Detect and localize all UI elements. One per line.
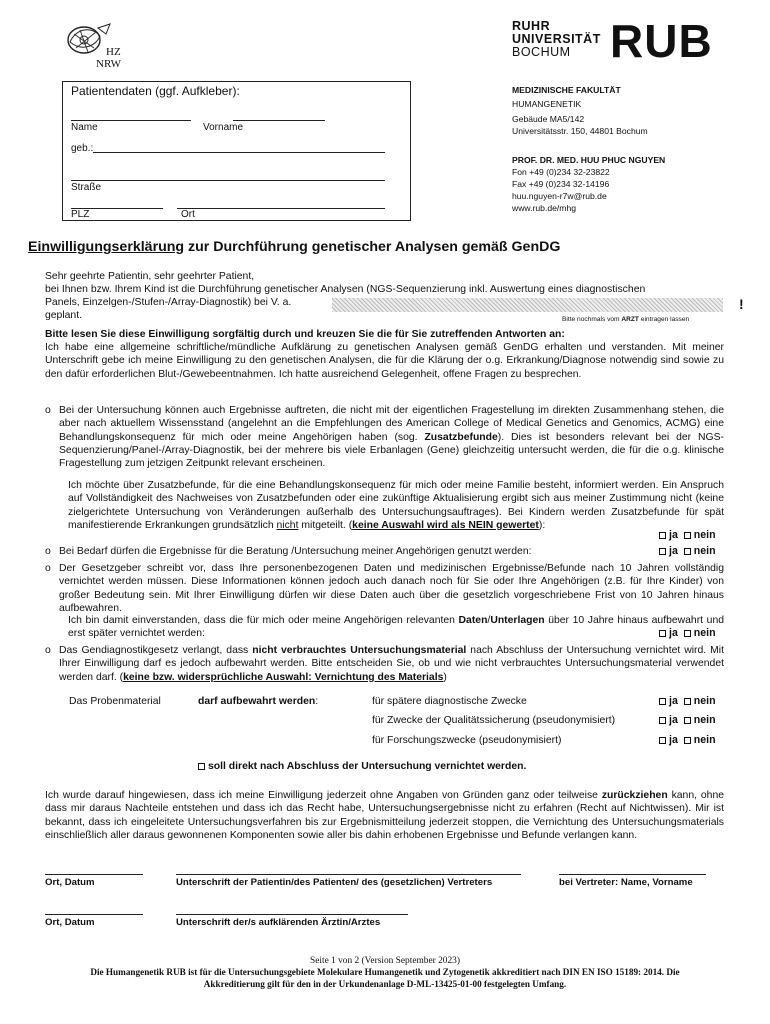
- choice-material-2: [659, 714, 716, 728]
- b1-bold: Zusatzbefunde: [424, 431, 498, 443]
- page-number: Seite 1 von 2 (Version September 2023): [310, 956, 460, 966]
- bullet-1: o: [45, 405, 51, 416]
- nein-label: nein: [693, 695, 716, 707]
- checkbox-destroy[interactable]: [198, 763, 205, 770]
- label-patient-signature: Unterschrift der Patientin/des Patienten/ des (gesetzlichen) Vertreters: [176, 877, 493, 888]
- consent-general: Ich habe eine allgemeine schriftliche/mündliche Aufklärung zu genetischen Analysen gemäß GenDG erhalten und verstanden. Mit meiner Unterschrift gebe ich meine Einwilligung zu den genetischen Analysen, die für die Klärung der o.g. Erkrankung/Diagnose notwendig sind sowie zu den dafür erforderlichen Blut-/Gewebeentnahmen. Ich hatte ausreichend Gelegenheit, offene Fragen zu besprechen.: [45, 342, 724, 380]
- hz-label: HZ: [106, 46, 121, 58]
- geb-label: geb.:: [71, 143, 94, 154]
- nrw-label: NRW: [96, 58, 122, 70]
- vorname-line[interactable]: [233, 120, 325, 121]
- email[interactable]: huu.nguyen-r7w@rub.de: [512, 191, 607, 201]
- b4-close: ): [443, 671, 447, 683]
- withdraw-bold: zurückziehen: [601, 790, 668, 801]
- material-option-3: für Forschungszwecke (pseudonymisiert): [372, 735, 562, 746]
- note-arzt: ARZT: [621, 316, 639, 323]
- nein-label: nein: [693, 714, 716, 726]
- ja-label: ja: [669, 545, 678, 557]
- name-line[interactable]: [71, 120, 191, 121]
- note-end: eintragen lassen: [638, 316, 690, 323]
- bullet-2: o: [45, 546, 51, 557]
- ort-label: Ort: [181, 209, 195, 220]
- title-rest: zur Durchführung genetischer Analysen gemäß GenDG: [184, 239, 561, 255]
- b3-unterlagen: Unterlagen: [490, 615, 545, 626]
- intro-line-2: bei Ihnen bzw. Ihrem Kind ist die Durchführung genetischer Analysen (NGS-Sequenzierung inkl. Auswertung eines diagnostischen: [45, 284, 646, 295]
- accreditation-line-1: Die Humangenetik RUB ist für die Untersuchungsgebiete Molekulare Humangenetik und Zytogenetik akkreditiert nach DIN EN ISO 15189: 2014. Die: [90, 967, 680, 977]
- destroy-label: soll direkt nach Abschluss der Untersuchung vernichtet werden.: [208, 761, 527, 772]
- withdraw-t1: Ich wurde darauf hingewiesen, dass ich meine Einwilligung jederzeit ohne Angaben von Gründen ganz oder teilweise: [45, 790, 602, 801]
- strasse-label: Straße: [71, 182, 102, 193]
- checkbox-incidental-ja[interactable]: [659, 532, 666, 539]
- page-title: [28, 238, 560, 256]
- material-option-1: für spätere diagnostische Zwecke: [372, 696, 527, 707]
- incidental-findings-text: [59, 404, 724, 471]
- strasse-line[interactable]: [71, 180, 385, 181]
- b4-text: Das Gendiagnostikgesetz verlangt, dass: [59, 645, 253, 656]
- building: Gebäude MA5/142: [512, 114, 585, 124]
- checkbox-material-3-ja[interactable]: [659, 737, 666, 744]
- checkbox-retention-ja[interactable]: [659, 630, 666, 637]
- material-text: [59, 644, 724, 684]
- universitaet-line: UNIVERSITÄT: [512, 32, 601, 47]
- sign-line-ort-datum[interactable]: [45, 874, 143, 875]
- b1-p2-end: mitgeteilt. (: [298, 519, 353, 531]
- sign-line-arzt[interactable]: [176, 914, 408, 915]
- label-vertreter-name: bei Vertreter: Name, Vorname: [559, 877, 693, 888]
- incidental-findings-consent: [68, 479, 724, 532]
- b3-daten: Daten: [458, 615, 488, 626]
- material-label: Das Probenmaterial: [69, 696, 161, 707]
- ruhr-uni-wordmark: [512, 20, 601, 59]
- bullet-4: o: [45, 645, 51, 656]
- b4-text2: nach Abschluss der Untersuchung vernichtet wird. Mit Ihrer Einwilligung darf es jedoch aufbewahrt werden. Bitte entscheiden Sie, ob und wie nicht verbrauchtes Untersuchungsmaterial verwendet werden darf. (: [59, 645, 724, 683]
- b1-text2: ). Dies ist besonders relevant bei der NGS-Sequenzierung/Panel-/Array-Diagnostik, bei der mehrere bis viele Erbanlagen (Gene) gleichzeitig untersucht werden, die für die o.g. klinische Fragestellung zum jetzigen Zeitpunkt relevant erscheinen.: [59, 431, 724, 470]
- b3-sep: /: [487, 615, 491, 626]
- intro-line-4: geplant.: [45, 310, 82, 321]
- ja-label: ja: [669, 695, 678, 707]
- checkbox-relatives-ja[interactable]: [659, 548, 666, 555]
- ja-label: ja: [669, 627, 678, 639]
- vorname-label: Vorname: [203, 122, 244, 133]
- nein-label: nein: [693, 545, 716, 557]
- geb-line[interactable]: [93, 152, 385, 153]
- fax: Fax +49 (0)234 32-14196: [512, 179, 610, 189]
- physician-note: [562, 316, 689, 324]
- phone: Fon +49 (0)234 32-23822: [512, 167, 610, 177]
- choice-relatives: [659, 545, 716, 559]
- diagnosis-field[interactable]: [332, 298, 723, 312]
- b4-no-selection-note: keine bzw. widersprüchliche Auswahl: Vernichtung des Materials: [123, 671, 444, 683]
- material-destroy: [198, 760, 526, 773]
- note-text: Bitte nochmals vom: [562, 316, 622, 323]
- withdrawal-text: [45, 789, 724, 842]
- choice-material-1: [659, 695, 716, 709]
- intro-line-1: Sehr geehrte Patientin, sehr geehrter Patient,: [45, 271, 255, 282]
- patient-data-box: [62, 81, 411, 221]
- material-option-2: für Zwecke der Qualitätssicherung (pseudonymisiert): [372, 715, 616, 726]
- checkbox-material-2-nein[interactable]: [684, 717, 691, 724]
- name-label: Name: [71, 122, 98, 133]
- b1-p2-underline: nicht: [276, 519, 299, 531]
- ruhr-line: RUHR: [512, 19, 551, 33]
- b3-p2-end: über 10 Jahre hinaus aufbewahrt und erst später vernichtet werden:: [68, 615, 724, 640]
- nein-label: nein: [693, 529, 716, 541]
- ja-label: ja: [669, 714, 678, 726]
- rub-logo: RUB: [610, 15, 713, 67]
- checkbox-material-1-nein[interactable]: [684, 698, 691, 705]
- checkbox-relatives-nein[interactable]: [684, 548, 691, 555]
- sign-line-patient[interactable]: [176, 874, 521, 875]
- sign-line-ort-datum-2[interactable]: [45, 914, 143, 915]
- professor: PROF. DR. MED. HUU PHUC NGUYEN: [512, 155, 666, 165]
- accreditation-line-2: Akkreditierung gilt für den in der Urkundenanlage D-ML-13425-01-00 festgelegten Umfang.: [203, 979, 567, 989]
- ja-label: ja: [669, 529, 678, 541]
- department: HUMANGENETIK: [512, 99, 582, 109]
- address: Universitätsstr. 150, 44801 Bochum: [512, 126, 648, 136]
- bullet-3: o: [45, 563, 51, 574]
- ort-line[interactable]: [177, 208, 385, 209]
- label-arzt-signature: Unterschrift der/s aufklärenden Ärztin/Arztes: [176, 917, 381, 928]
- sign-line-vertreter[interactable]: [559, 874, 706, 875]
- darf-aufbewahrt: darf aufbewahrt werden: [198, 696, 316, 707]
- label-ort-datum-2: Ort, Datum: [45, 917, 95, 928]
- b3-p2: Ich bin damit einverstanden, dass die für mich oder meine Angehörigen relevanten: [68, 615, 459, 626]
- plz-label: PLZ: [71, 209, 90, 220]
- website[interactable]: www.rub.de/mhg: [512, 203, 577, 213]
- b1-p2: Ich möchte über Zusatzbefunde, für die eine Behandlungskonsequenz für mich oder meine Familie besteht, informiert werden. Ein Anspruch auf Vollständigkeit des Nachweises von Zusatzbefunden oder eine zukünftige Aktualisierung ergibt sich aus meiner Zustimmung nicht (keine zielgerichtete Untersuchung von Veränderungen außerhalb des Untersuchungsauftrages). Bei Kindern werden Zusatzbefunde für spät manifestierende Erkrankungen grundsätzlich: [68, 480, 724, 531]
- nein-label: nein: [693, 734, 716, 746]
- checkbox-material-3-nein[interactable]: [684, 737, 691, 744]
- exclamation-icon: !: [739, 296, 744, 312]
- ja-label: ja: [669, 734, 678, 746]
- relatives-text: Bei Bedarf dürfen die Ergebnisse für die Beratung /Untersuchung meiner Angehörigen genutzt werden:: [59, 546, 532, 557]
- title-underlined: Einwilligungserklärung: [28, 239, 185, 255]
- colon: :: [315, 696, 319, 707]
- checkbox-material-1-ja[interactable]: [659, 698, 666, 705]
- label-ort-datum: Ort, Datum: [45, 877, 95, 888]
- b4-bold: nicht verbrauchtes Untersuchungsmaterial: [252, 645, 467, 656]
- patient-box-title: Patientendaten (ggf. Aufkleber):: [71, 84, 240, 98]
- checkbox-retention-nein[interactable]: [684, 630, 691, 637]
- choice-material-3: [659, 734, 716, 748]
- b1-text: Bei der Untersuchung können auch Ergebnisse auftreten, die nicht mit der eigentlichen Fragestellung im direkten Zusammenhang stehen, die aber nach aktuellem Wissensstand (angelehnt an die Empfehlungen des American College of Medical Genetics and Genomics, ACMG) eine Behandlungskonsequenz für mich oder meine Angehörigen haben (sog.: [59, 405, 724, 443]
- bochum-line: BOCHUM: [512, 45, 571, 60]
- data-retention-consent: [68, 614, 724, 641]
- choice-incidental: [659, 529, 716, 543]
- intro-line-3: Panels, Einzelgen-/Stufen-/Array-Diagnostik) bei V. a.: [45, 297, 292, 308]
- checkbox-material-2-ja[interactable]: [659, 717, 666, 724]
- data-retention-text: Der Gesetzgeber schreibt vor, dass Ihre personenbezogenen Daten und medizinischen Ergebnisse/Befunde nach 10 Jahren vollständig vernichtet werden müssen. Diese Informationen können jedoch auch danach noch für Sie oder Ihre Angehörigen (z.B. für Ihre Kinder) von großer Bedeutung sein. Mit Ihrer Einwilligung dürfen wir diese Daten auch über die gesetzlich vorgeschriebene Frist von 10 Jahren hinaus aufbewahren.: [59, 563, 724, 614]
- choice-retention: [659, 627, 716, 641]
- b1-p2-close: ):: [538, 519, 546, 531]
- nein-label: nein: [693, 627, 716, 639]
- checkbox-incidental-nein[interactable]: [684, 532, 691, 539]
- faculty: MEDIZINISCHE FAKULTÄT: [512, 85, 621, 95]
- material-darf: [198, 695, 318, 708]
- withdraw-t2: kann, ohne dass mir daraus Nachteile entstehen und dass ich das Recht habe, Untersuchungsergebnisse nicht zu erfahren (Recht auf Nichtwissen). Mir ist bekannt, dass ich eingeleitete Untersuchungsverfahren bis zur Ergebnismitteilung jederzeit stoppen, die Vernichtung des Untersuchungsmaterials einschließlich aller daraus gewonnenen Komponenten sowie aller bis dahin erhobenen Ergebnisse und Befunde verlangen kann.: [45, 790, 725, 841]
- b1-no-selection-note: keine Auswahl wird als NEIN gewertet: [352, 519, 539, 531]
- read-instruction: Bitte lesen Sie diese Einwilligung sorgfältig durch und kreuzen Sie die für Sie zutreffenden Antworten an:: [45, 329, 565, 340]
